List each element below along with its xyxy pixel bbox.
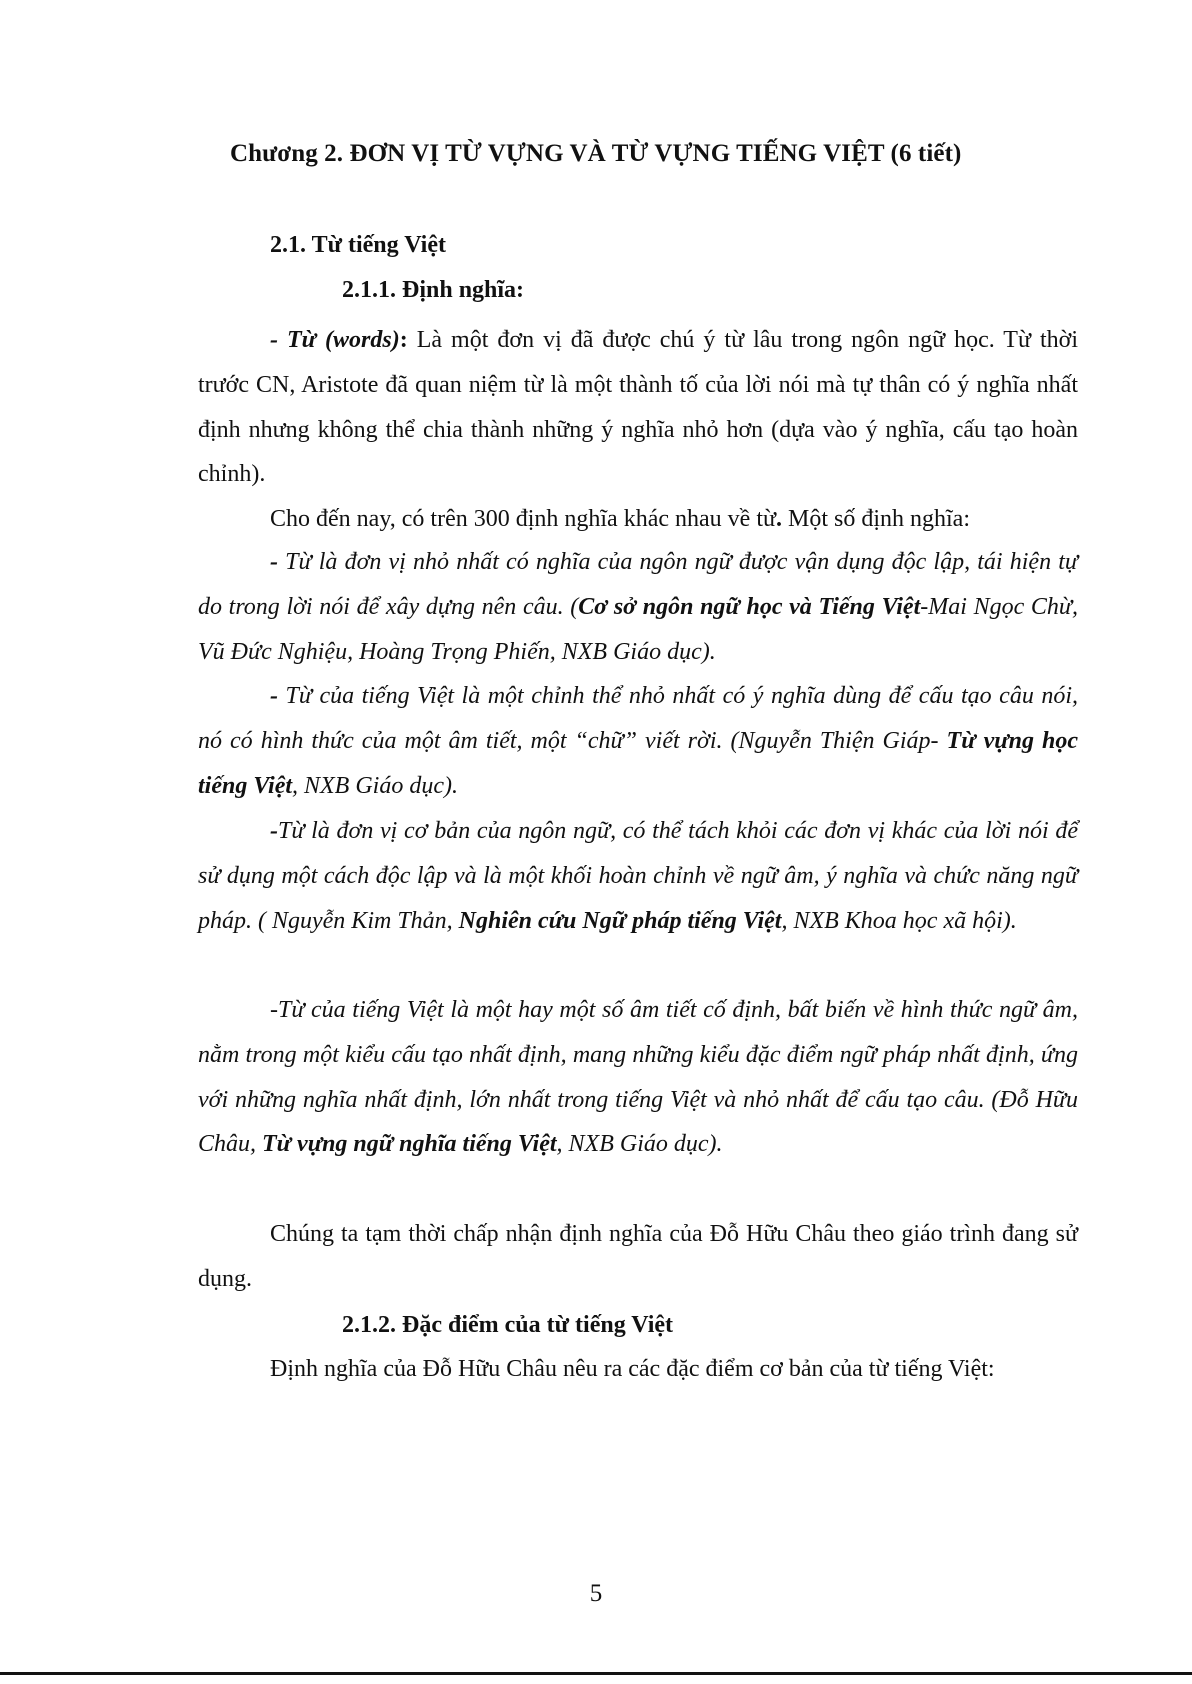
- section-2-1-2-heading: 2.1.2. Đặc điểm của từ tiếng Việt: [342, 1312, 674, 1338]
- paragraph-definition-words: - Từ (words): Là một đơn vị đã được chú ý từ lâu trong ngôn ngữ học. Từ thời trước CN, Aristote đã quan niệm từ là một thành tố của lời nói mà tự thân có ý nghĩa nhất định nhưng không thể chia thành những ý nghĩa nhỏ hơn (dựa vào ý nghĩa, cấu tạo hoàn chỉnh).: [198, 327, 1079, 488]
- book-title: Từ vựng học tiếng Việt: [198, 727, 1079, 799]
- paragraph-intro: Cho đến nay, có trên 300 định nghĩa khác nhau về từ. Một số định nghĩa:: [270, 506, 971, 532]
- book-title: Từ vựng ngữ nghĩa tiếng Việt: [262, 1131, 557, 1158]
- paragraph-conclusion: Chúng ta tạm thời chấp nhận định nghĩa của Đỗ Hữu Châu theo giáo trình đang sử dụng.: [198, 1221, 1078, 1292]
- chapter-title: Chương 2. ĐƠN VỊ TỪ VỰNG VÀ TỪ VỰNG TIẾNG VIỆT (6 tiết): [230, 140, 962, 167]
- page-number: 5: [589, 1580, 603, 1607]
- bottom-divider: [0, 1672, 1192, 1675]
- definition-text: Là một đơn vị đã được chú ý từ lâu trong ngôn ngữ học. Từ thời trước CN, Aristote đã quan niệm từ là một thành tố của lời nói mà tự thân có ý nghĩa nhất định nhưng không thể chia thành những ý nghĩa nhỏ hơn (dựa vào ý nghĩa, cấu tạo hoàn chỉnh).: [198, 327, 1079, 488]
- section-2-1-1-heading: 2.1.1. Định nghĩa:: [342, 277, 525, 303]
- book-title: Cơ sở ngôn ngữ học và Tiếng Việt: [578, 593, 921, 620]
- paragraph-quote-4: -Từ của tiếng Việt là một hay một số âm tiết cố định, bất biến về hình thức ngữ âm, nằm trong một kiểu cấu tạo nhất định, mang những kiểu đặc điểm ngữ pháp nhất định, ứng với những nghĩa nhất định, lớn nhất trong tiếng Việt và nhỏ nhất để cấu tạo câu. (Đỗ Hữu Châu, Từ vựng ngữ nghĩa tiếng Việt, NXB Giáo dục).: [198, 997, 1078, 1158]
- paragraph-quote-3: -Từ là đơn vị cơ bản của ngôn ngữ, có thể tách khỏi các đơn vị khác của lời nói để sử dụng một cách độc lập và là một khối hoàn chỉnh về ngữ âm, ý nghĩa và chức năng ngữ pháp. ( Nguyễn Kim Thản, Nghiên cứu Ngữ pháp tiếng Việt, NXB Khoa học xã hội).: [198, 818, 1078, 934]
- paragraph-quote-1: - Từ là đơn vị nhỏ nhất có nghĩa của ngôn ngữ được vận dụng độc lập, tái hiện tự do trong lời nói để xây dựng nên câu. (Cơ sở ngôn ngữ học và Tiếng Việt-Mai Ngọc Chừ, Vũ Đức Nghiệu, Hoàng Trọng Phiến, NXB Giáo dục).: [198, 549, 1078, 665]
- book-title: Nghiên cứu Ngữ pháp tiếng Việt: [458, 907, 782, 934]
- term-words: - Từ (words): [270, 327, 400, 353]
- paragraph-characteristics-intro: Định nghĩa của Đỗ Hữu Châu nêu ra các đặc điểm cơ bản của từ tiếng Việt:: [270, 1356, 995, 1382]
- paragraph-quote-2: - Từ của tiếng Việt là một chỉnh thể nhỏ nhất có ý nghĩa dùng để cấu tạo câu nói, nó có hình thức của một âm tiết, một “chữ” viết rời. (Nguyễn Thiện Giáp- Từ vựng học tiếng Việt, NXB Giáo dục).: [198, 683, 1079, 799]
- section-2-1-heading: 2.1. Từ tiếng Việt: [270, 232, 446, 258]
